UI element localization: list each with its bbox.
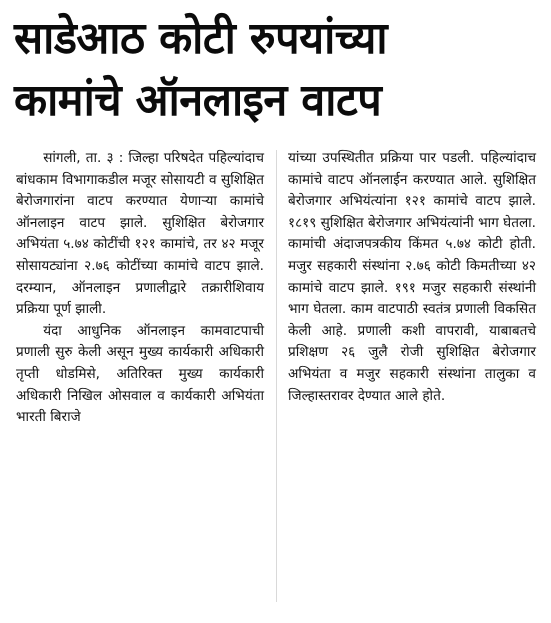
headline-line-2: कामांचे ऑनलाइन वाटप	[14, 75, 382, 126]
headline-line-1: साडेआठ कोटी रुपयांच्या	[14, 13, 388, 64]
article-column-right	[288, 148, 536, 407]
column-divider	[276, 150, 277, 602]
paragraph-dateline: सांगली, ता. ३ : जिल्हा परिषदेत पहिल्यांदाच बांधकाम विभागाकडील मजूर सोसायटी व सुशिक्षित बेरोजगारांना वाटप करण्यात येणाऱ्या कामांचे ऑनलाइन वाटप झाले. सुशिक्षित बेरोजगार अभियंता ५.७४ कोटींची १२१ कामांचे, तर ४२ मजूर सोसायट्यांना २.७६ कोटींच्या कामांचे वाटप झाले. दरम्यान, ऑनलाइन प्रणालीद्वारे तक्रारीशिवाय प्रक्रिया पूर्ण झाली.	[16, 150, 264, 318]
headline	[14, 8, 533, 132]
paragraph-continuation: यांच्या उपस्थितीत प्रक्रिया पार पडली. पहिल्यांदाच कामांचे वाटप ऑनलाईन करण्यात आले. सुशिक्षित बेरोजगार अभियंत्यांना १२१ कामांचे वाटप झाले. १८१९ सुशिक्षित बेरोजगार अभियंत्यांनी भाग घेतला. कामांची अंदाजपत्रकीय किंमत ५.७४ कोटी होती. मजुर सहकारी संस्थांना २.७६ कोटी किमतीच्या ४२ कामांचे वाटप झाले. १९१ मजुर सहकारी संस्थांनी भाग घेतला. काम वाटपाठी स्वतंत्र प्रणाली विकसित केली आहे. प्रणाली कशी वापरावी, याबाबतचे प्रशिक्षण २६ जुलै रोजी सुशिक्षित बेरोजगार अभियंता व मजुर सहकारी संस्थांना तालुका व जिल्हास्तरावर देण्यात आले होते.	[288, 150, 536, 404]
paragraph-online-system: यंदा आधुनिक ऑनलाइन कामवाटपाची प्रणाली सुरु केली असून मुख्य कार्यकारी अधिकारी तृप्ती धोडमिसे, अतिरिक्त मुख्य कार्यकारी अधिकारी निखिल ओसवाल व कार्यकारी अभियंता भारती बिराजे	[16, 322, 264, 426]
article-column-left	[16, 148, 264, 429]
